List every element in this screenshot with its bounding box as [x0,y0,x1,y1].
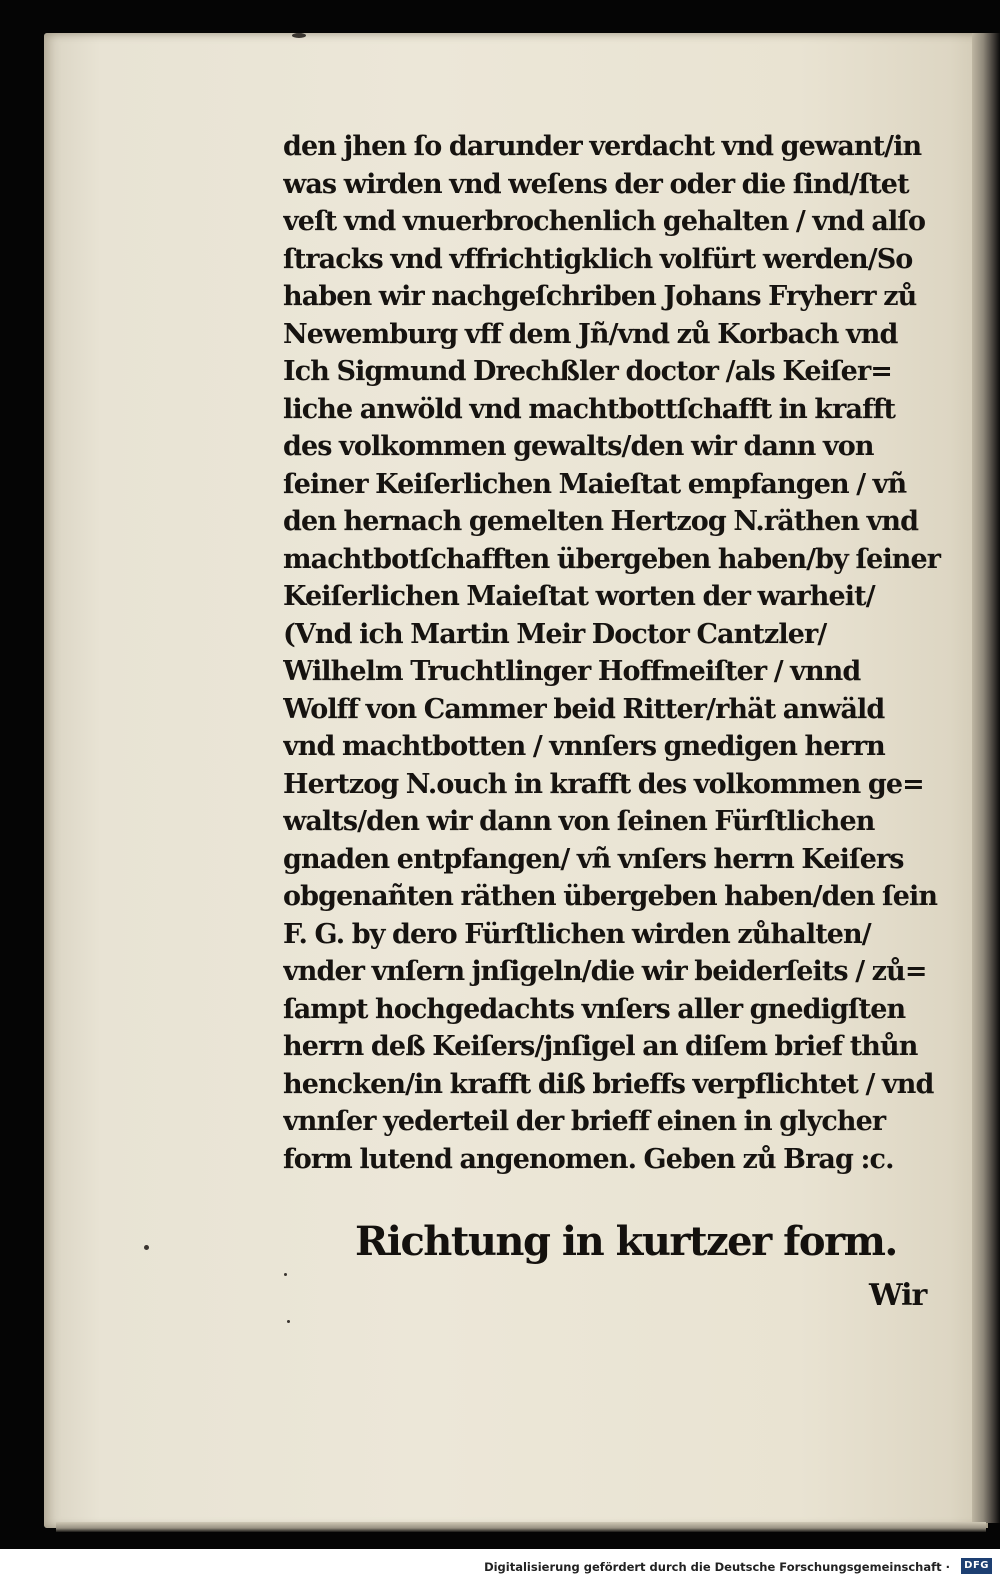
text-line: (Vnd ich Martin Meir Doctor Cantzler/ [283,618,827,650]
paper-speck [287,1320,290,1323]
text-line: was wirden vnd weſens der oder die ſind/ſtet [283,168,909,200]
paper-speck [284,1273,287,1276]
text-line: hencken/in krafft diß brieffs verpflichtet / vnd [283,1068,934,1100]
text-line: walts/den wir dann von ſeinen Fürſtlichen [283,806,875,837]
text-line: vnnſer yederteil der brieff einen in glycher [283,1106,886,1137]
section-heading: Richtung in kurtzer form. [355,1218,897,1265]
text-line: Wolff von Cammer beid Ritter/rhät anwäld [283,693,885,725]
text-line: ſampt hochgedachts vnſers aller gnedigſten [283,993,906,1025]
text-line: Keiſerlichen Maieſtat worten der warheit/ [283,581,875,612]
text-line: F. G. by dero Fürſtlichen wirden zůhalten/ [283,918,871,950]
text-line: Hertzog N.ouch in krafft des volkommen ge= [283,768,924,800]
dfg-logo: DFG [961,1558,992,1574]
text-line: vnder vnſern jnſigeln/die wir beiderſeits / zů= [283,956,927,987]
text-line: ſeiner Keiſerlichen Maieſtat empfangen / vñ [283,468,907,500]
text-line: liche anwöld vnd machtbottſchafft in krafft [283,393,896,425]
text-line: form lutend angenomen. Geben zů Brag :c. [283,1143,894,1175]
text-line: des volkommen gewalts/den wir dann von [283,431,874,462]
paper-speck [292,33,306,38]
text-line: ſtracks vnd vffrichtigklich volfürt werden/So [283,243,913,275]
text-line: machtbotſchafften übergeben haben/by ſeiner [283,543,941,575]
body-text [283,128,959,1178]
text-line: vnd machtbotten / vnnſers gnedigen herrn [283,731,885,762]
text-line: obgenañten räthen übergeben haben/den ſein [283,881,938,912]
text-line: Wilhelm Truchtlinger Hoffmeiſter / vnnd [283,656,861,687]
text-line: Newemburg vff dem Jñ/vnd zů Korbach vnd [283,318,898,350]
funding-credit: Digitalisierung gefördert durch die Deutsche Forschungsgemeinschaft · [484,1560,950,1574]
text-line: veſt vnd vnuerbrochenlich gehalten / vnd alſo [283,206,926,237]
page-edge-right [972,33,1000,1523]
page-edge-bottom [56,1522,986,1532]
text-line: den jhen ſo darunder verdacht vnd gewant/in [283,131,922,162]
footer-bar [0,1549,1000,1589]
text-line: haben wir nachgeſchriben Johans Fryherr zů [283,281,917,312]
text-line: herrn deß Keiſers/jnſigel an diſem brief thůn [283,1031,918,1062]
catchword: Wir [869,1278,927,1313]
text-line: gnaden entpfangen/ vñ vnſers herrn Keiſers [283,843,904,875]
text-line: Ich Sigmund Drechßler doctor /als Keiſer= [283,356,893,387]
text-line: den hernach gemelten Hertzog N.räthen vnd [283,506,919,537]
paper-speck [144,1245,149,1250]
